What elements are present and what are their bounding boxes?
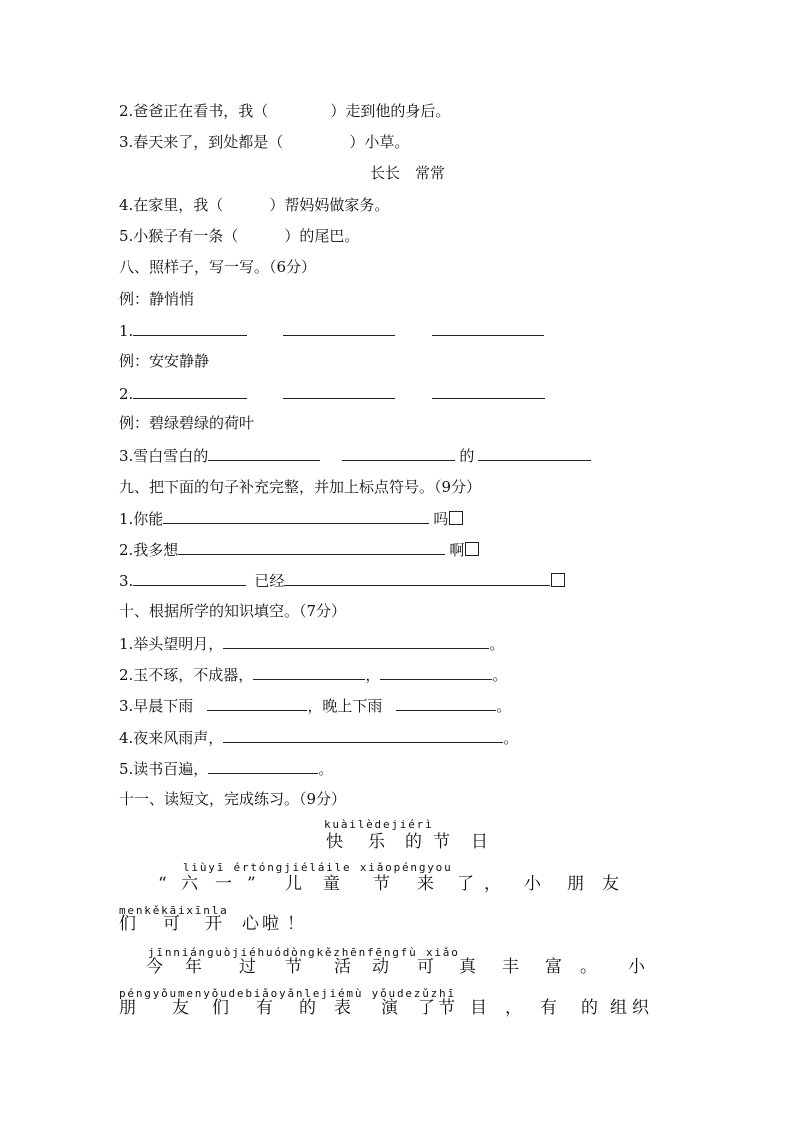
passage-char: ，	[484, 874, 501, 894]
passage-char: 了	[418, 998, 435, 1018]
q9-sentence-2	[119, 539, 479, 560]
passage-char: 小	[628, 957, 645, 977]
q10-s4-blank[interactable]	[223, 727, 503, 743]
q10-s4-end: 。	[503, 729, 519, 747]
passage-char: 一	[215, 874, 232, 894]
q7-s3-text-b: ）小草。	[349, 133, 410, 151]
q10-sentence-5	[119, 758, 333, 779]
passage-char: 真	[459, 957, 476, 977]
q9-s2-text-a: 2.我多想	[119, 541, 179, 559]
q10-s1-blank[interactable]	[223, 633, 489, 649]
q7-s3-text-a: 3.春天来了，到处都是（	[119, 133, 284, 151]
passage-char: 节	[285, 957, 302, 977]
passage-char: 六	[181, 874, 198, 894]
q10-s5-text: 5.读书百遍，	[119, 760, 209, 778]
passage-line-4-pinyin: péngyǒumenyǒudebiǎoyǎnlejiémù yǒudezǔzhī	[119, 987, 456, 1000]
passage-char: 节	[438, 998, 455, 1018]
q10-s5-end: 。	[318, 760, 334, 778]
passage-title-char: 乐	[368, 832, 385, 852]
passage-char: 的	[581, 998, 598, 1018]
passage-char: 的	[299, 998, 316, 1018]
q8-example-2: 例：安安静静	[119, 352, 210, 370]
q8-row-2-blank-2[interactable]	[283, 383, 395, 399]
q8-row-3-text: 3.雪白雪白的	[119, 447, 209, 465]
passage-char: 们	[119, 914, 136, 934]
q9-s2-punct-box[interactable]	[465, 542, 479, 556]
passage-char: ”	[247, 874, 256, 894]
passage-char: 友	[172, 998, 189, 1018]
passage-line-2-pinyin: menkěkāixīnla	[119, 904, 229, 917]
q10-sentence-4	[119, 727, 518, 748]
q8-row-2-number: 2.	[119, 385, 134, 403]
q7-sentence-2	[119, 101, 450, 121]
passage-char: 朋	[119, 998, 136, 1018]
q9-s1-blank[interactable]	[163, 508, 429, 524]
q7-s4-text-b: ）帮妈妈做家务。	[269, 196, 390, 214]
q9-s3-blank-1[interactable]	[133, 570, 246, 586]
q10-s2-blank-2[interactable]	[380, 664, 492, 680]
q10-s3-end: 。	[496, 697, 512, 715]
passage-char: 富	[545, 957, 562, 977]
q9-sentence-1	[119, 508, 463, 529]
passage-line-1-pinyin: liùyī értóngjiéláile xiǎopéngyou	[183, 861, 453, 874]
q9-s3-punct-box[interactable]	[551, 573, 565, 587]
passage-char: 可	[163, 914, 180, 934]
q8-title: 八、照样子，写一写。（6分）	[119, 258, 317, 276]
q8-row-1-blank-3[interactable]	[432, 320, 544, 336]
passage-line-3-pinyin: jīnniánguòjiéhuódòngkězhēnfēngfù xiǎo	[148, 946, 460, 959]
q7-s4-text-a: 4.在家里，我（	[119, 196, 224, 214]
q7-word-choices: 长长 常常	[370, 164, 446, 182]
passage-char: 开	[205, 914, 222, 934]
q9-s1-punct-box[interactable]	[449, 511, 463, 525]
q10-s1-end: 。	[489, 635, 505, 653]
passage-char: 啦	[262, 914, 279, 934]
q7-s5-text-a: 5.小猴子有一条（	[119, 227, 239, 245]
passage-title-char: 日	[471, 832, 488, 852]
q8-row-3-blank-3[interactable]	[478, 445, 591, 461]
passage-char: 过	[239, 957, 256, 977]
q10-s2-text: 2.玉不琢，不成器，	[119, 666, 254, 684]
q10-s3-text: 3.早晨下雨	[119, 697, 194, 715]
q9-s3-blank-2[interactable]	[284, 570, 550, 586]
passage-char: 。	[580, 957, 597, 977]
q8-row-3-de: 的	[459, 447, 475, 465]
q8-row-1-blank-2[interactable]	[283, 320, 395, 336]
q10-sentence-2	[119, 664, 507, 685]
passage-char: 动	[372, 957, 389, 977]
q10-sentence-1	[119, 633, 504, 654]
q8-row-1-blank-1[interactable]	[133, 320, 247, 336]
q7-s5-text-b: ）的尾巴。	[284, 227, 360, 245]
q8-row-3-blank-1[interactable]	[208, 445, 320, 461]
q9-s1-text-a: 1.你能	[119, 510, 164, 528]
passage-char: 有	[256, 998, 273, 1018]
q8-row-2-blank-1[interactable]	[133, 383, 247, 399]
q10-s2-end: 。	[492, 666, 508, 684]
q9-s3-text-b: 已经	[254, 572, 285, 590]
passage-title-char: 的	[405, 832, 422, 852]
passage-char: 节	[373, 874, 390, 894]
q10-s5-blank[interactable]	[208, 758, 318, 774]
passage-char: 童	[323, 874, 340, 894]
passage-char: ！	[287, 914, 304, 934]
passage-char: 表	[334, 998, 351, 1018]
q9-title: 九、把下面的句子补充完整，并加上标点符号。（9分）	[119, 478, 482, 496]
passage-char: 活	[334, 957, 351, 977]
passage-char: 朋	[567, 874, 584, 894]
passage-char: 友	[602, 874, 619, 894]
q7-s2-text-a: 2.爸爸正在看书，我（	[119, 102, 269, 120]
passage-char: 演	[381, 998, 398, 1018]
q10-s3-blank-2[interactable]	[396, 695, 496, 711]
passage-char: 儿	[285, 874, 302, 894]
q9-s2-text-b: 啊	[449, 541, 465, 559]
passage-title-pinyin: kuàilèdejiérì	[324, 818, 434, 831]
passage-title-char: 快	[326, 832, 343, 852]
passage-char: 可	[417, 957, 434, 977]
passage-char: 组	[610, 998, 627, 1018]
passage-char: 有	[540, 998, 557, 1018]
q10-s2-blank-1[interactable]	[253, 664, 365, 680]
passage-char: 了	[457, 874, 474, 894]
q9-s3-number: 3.	[119, 572, 134, 590]
passage-char: 丰	[502, 957, 519, 977]
q9-sentence-3	[119, 570, 565, 591]
q10-s3-blank-1[interactable]	[207, 695, 307, 711]
passage-char: 心	[242, 914, 259, 934]
q10-s2-mid: ，	[365, 666, 381, 684]
q7-sentence-4	[119, 195, 389, 215]
passage-title-char: 节	[433, 832, 450, 852]
q8-row-1	[119, 320, 544, 341]
passage-char: 们	[212, 998, 229, 1018]
q10-s4-text: 4.夜来风雨声，	[119, 729, 224, 747]
q10-s3-mid: ，晚上下雨	[307, 697, 383, 715]
q7-s2-text-b: ）走到他的身后。	[330, 102, 451, 120]
q7-sentence-5	[119, 226, 359, 246]
q8-row-3	[119, 445, 591, 466]
passage-char: ，	[505, 998, 522, 1018]
q9-s1-text-b: 吗	[433, 510, 449, 528]
q10-s1-text: 1.举头望明月，	[119, 635, 224, 653]
q8-row-3-blank-2[interactable]	[342, 445, 455, 461]
passage-char: 今	[146, 957, 163, 977]
q8-row-1-number: 1.	[119, 322, 134, 340]
passage-char: 小	[524, 874, 541, 894]
passage-char: 年	[185, 957, 202, 977]
q10-title: 十、根据所学的知识填空。（7分）	[119, 602, 347, 620]
q7-sentence-3	[119, 132, 409, 152]
passage-char: 目	[470, 998, 487, 1018]
q8-row-2	[119, 383, 545, 404]
q9-s2-blank[interactable]	[178, 539, 445, 555]
passage-char: 来	[417, 874, 434, 894]
q11-title: 十一、读短文，完成练习。（9分）	[119, 790, 347, 808]
passage-char: 织	[632, 998, 649, 1018]
q10-sentence-3	[119, 695, 511, 716]
passage-char: “	[158, 874, 167, 894]
q8-row-2-blank-3[interactable]	[432, 383, 545, 399]
q8-example-3: 例：碧绿碧绿的荷叶	[119, 414, 255, 432]
q8-example-1: 例：静悄悄	[119, 290, 195, 308]
